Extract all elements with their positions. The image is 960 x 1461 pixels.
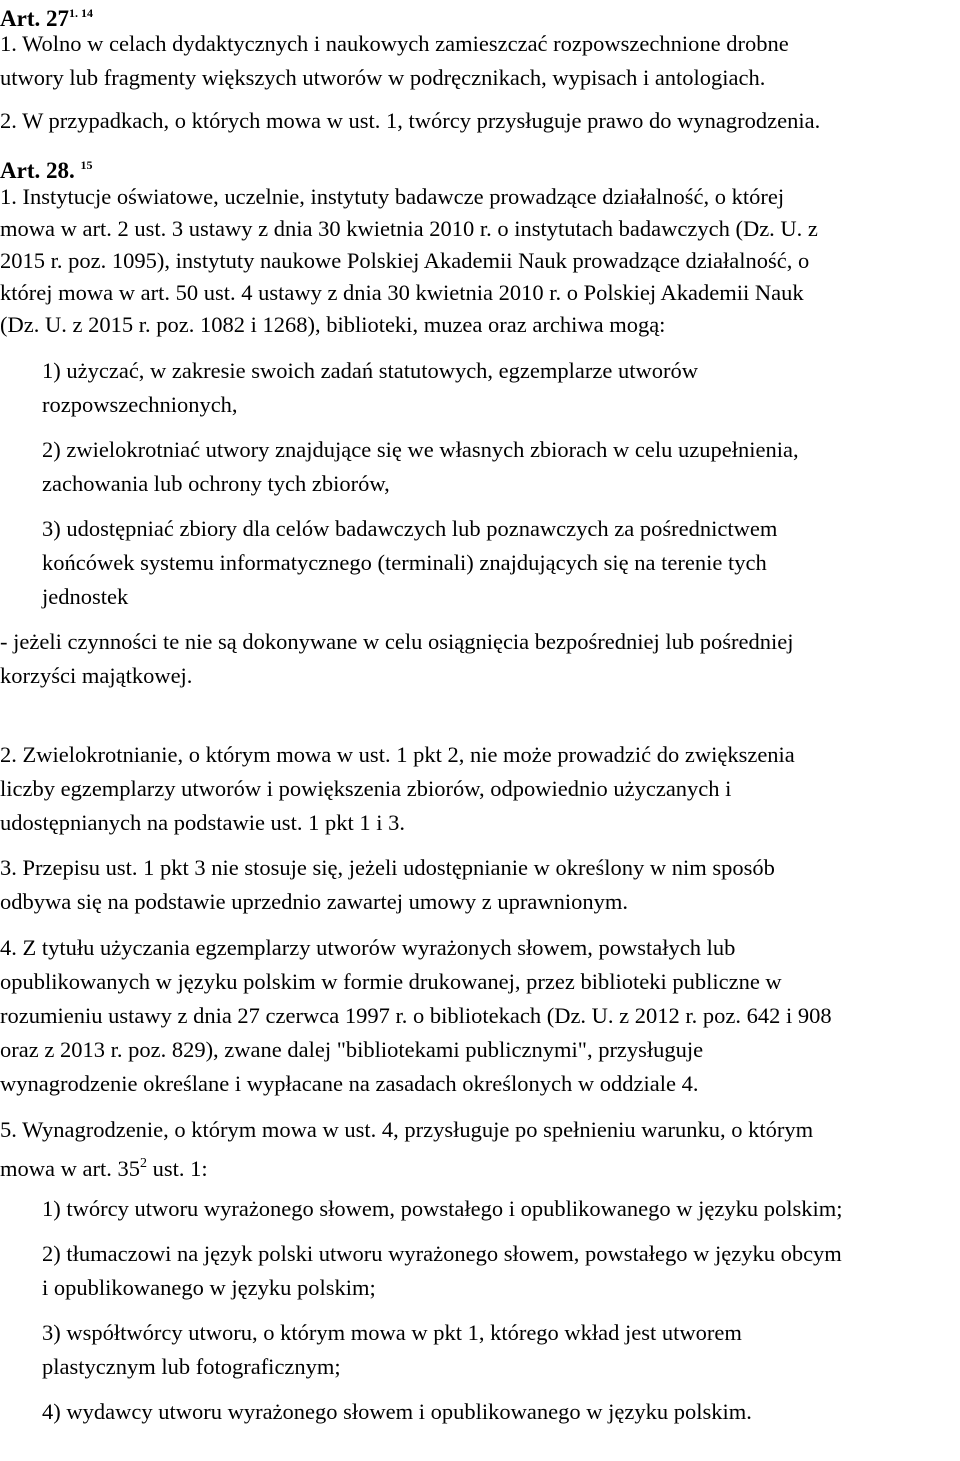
art28-p3-line-2: odbywa się na podstawie uprzednio zawartej umowy z uprawnionym. (0, 889, 628, 914)
art28-p1-item-3: 3) udostępniać zbiory dla celów badawczych lub poznawczych za pośrednictwem (42, 516, 778, 541)
art28-p5-line-1: 5. Wynagrodzenie, o którym mowa w ust. 4, przysługuje po spełnieniu warunku, o którym (0, 1117, 814, 1142)
article-27-line-3: 2. W przypadkach, o których mowa w ust. 1, twórcy przysługuje prawo do wynagrodzenia. (0, 108, 821, 133)
art28-p1-item-1: 1) użyczać, w zakresie swoich zadań statutowych, egzemplarze utworów (42, 358, 698, 383)
art28-p5-line-2 (0, 1151, 208, 1182)
art28-p1-item-3-cont-2: jednostek (42, 584, 129, 609)
art28-p5-item-3-cont: plastycznym lub fotograficznym; (42, 1354, 341, 1379)
art28-p2-line-2: liczby egzemplarzy utworów i powiększenia zbiorów, odpowiednio użyczanych i (0, 776, 732, 801)
article-35-superscript: 2 (139, 1156, 147, 1171)
art28-p1-tail-1: - jeżeli czynności te nie są dokonywane w celu osiągnięcia bezpośredniej lub pośredniej (0, 629, 794, 654)
art28-p4-line-2: opublikowanych w języku polskim w formie drukowanej, przez biblioteki publiczne w (0, 969, 782, 994)
art28-p1-line-4: której mowa w art. 50 ust. 4 ustawy z dnia 30 kwietnia 2010 r. o Polskiej Akademii Nauk (0, 280, 804, 305)
art28-p3-line-1: 3. Przepisu ust. 1 pkt 3 nie stosuje się, jeżeli udostępnianie w określony w nim sposób (0, 855, 775, 880)
art28-p1-line-3: 2015 r. poz. 1095), instytuty naukowe Polskiej Akademii Nauk prowadzące działalność, o (0, 248, 810, 273)
art28-p4-line-1: 4. Z tytułu użyczania egzemplarzy utworów wyrażonych słowem, powstałych lub (0, 935, 736, 960)
article-27-line-2: utwory lub fragmenty większych utworów w podręcznikach, wypisach i antologiach. (0, 65, 766, 90)
art28-p4-line-4: oraz z 2013 r. poz. 829), zwane dalej "bibliotekami publicznymi", przysługuje (0, 1037, 704, 1062)
art28-p1-item-3-cont-1: końcówek systemu informatycznego (terminali) znajdujących się na terenie tych (42, 550, 767, 575)
art28-p2-line-1: 2. Zwielokrotnianie, o którym mowa w ust. 1 pkt 2, nie może prowadzić do zwiększenia (0, 742, 795, 767)
art28-p1-item-1-cont: rozpowszechnionych, (42, 392, 238, 417)
art28-p2-line-3: udostępnianych na podstawie ust. 1 pkt 1 i 3. (0, 810, 405, 835)
art28-p5-item-2-cont: i opublikowanego w języku polskim; (42, 1275, 376, 1300)
article-28-heading (0, 152, 92, 184)
art28-p5-item-2: 2) tłumaczowi na język polski utworu wyrażonego słowem, powstałego w języku obcym (42, 1241, 842, 1266)
art28-p5-line-2-text: mowa w art. 35 (0, 1156, 140, 1181)
art28-p5-item-1: 1) twórcy utworu wyrażonego słowem, powstałego i opublikowanego w języku polskim; (42, 1196, 843, 1221)
art28-p4-line-5: wynagrodzenie określane i wypłacane na zasadach określonych w oddziale 4. (0, 1071, 699, 1096)
art28-p1-item-2: 2) zwielokrotniać utwory znajdujące się we własnych zbiorach w celu uzupełnienia, (42, 437, 799, 462)
art28-p1-item-2-cont: zachowania lub ochrony tych zbiorów, (42, 471, 390, 496)
art28-p5-item-4: 4) wydawcy utworu wyrażonego słowem i opublikowanego w języku polskim. (42, 1399, 752, 1424)
art28-p5-item-3: 3) współtwórcy utworu, o którym mowa w pkt 1, którego wkład jest utworem (42, 1320, 742, 1345)
art28-p1-line-1: 1. Instytucje oświatowe, uczelnie, instytuty badawcze prowadzące działalność, o której (0, 184, 785, 209)
art28-p1-tail-2: korzyści majątkowej. (0, 663, 193, 688)
art28-p4-line-3: rozumieniu ustawy z dnia 27 czerwca 1997 r. o bibliotekach (Dz. U. z 2012 r. poz. 642 i 908 (0, 1003, 832, 1028)
article-27-heading (0, 0, 93, 32)
art28-p1-line-2: mowa w art. 2 ust. 3 ustawy z dnia 30 kwietnia 2010 r. o instytutach badawczych (Dz. U. z (0, 216, 818, 241)
article-27-heading-text: Art. 27 (0, 6, 69, 31)
article-27-footnote-ref: 1. 14 (68, 6, 93, 20)
art28-p1-line-5: (Dz. U. z 2015 r. poz. 1082 i 1268), biblioteki, muzea oraz archiwa mogą: (0, 312, 666, 337)
article-28-heading-text: Art. 28. (0, 158, 75, 183)
article-27-line-1: 1. Wolno w celach dydaktycznych i naukowych zamieszczać rozpowszechnione drobne (0, 31, 789, 56)
art28-p5-line-2-tail: ust. 1: (146, 1156, 208, 1181)
article-28-footnote-ref: 15 (80, 158, 93, 172)
